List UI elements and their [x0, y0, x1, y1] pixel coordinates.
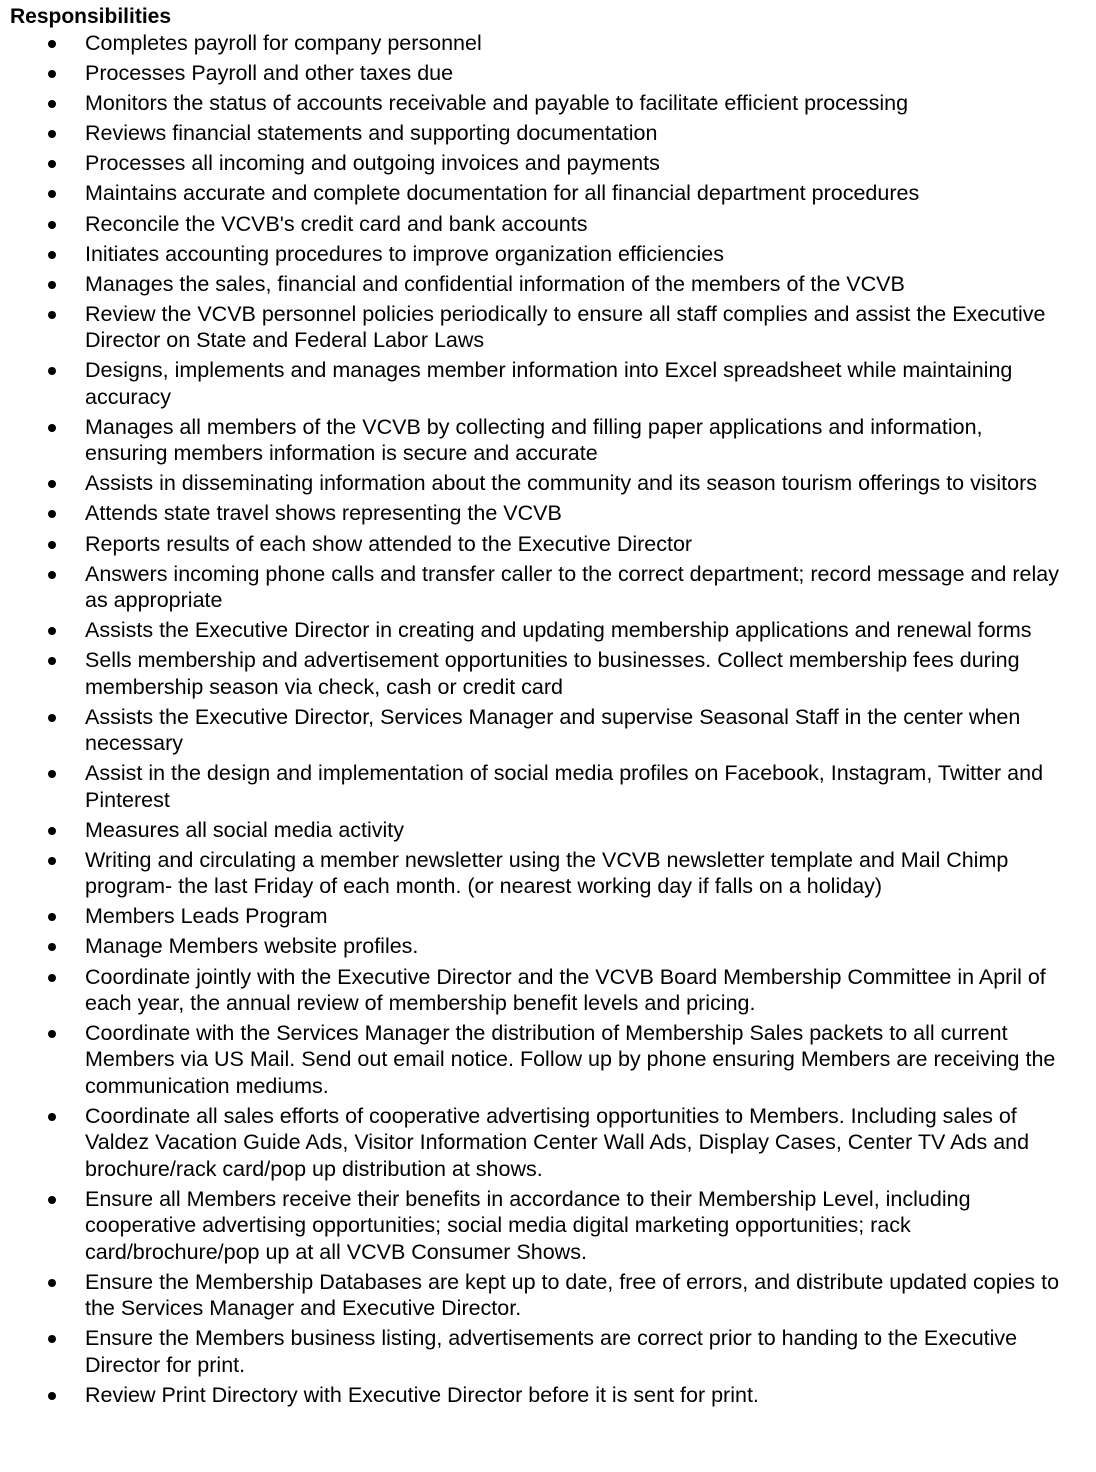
list-item: [10, 704, 1070, 757]
list-item: [10, 90, 1070, 116]
list-item: [10, 470, 1070, 496]
bullet-icon: [48, 251, 56, 259]
list-item: [10, 847, 1070, 900]
list-item-text: Manages the sales, financial and confidential information of the members of the VCVB: [85, 271, 905, 296]
bullet-icon: [48, 424, 56, 432]
list-item-text: Designs, implements and manages member information into Excel spreadsheet while maintaining accuracy: [85, 358, 1013, 409]
list-item-text: Coordinate jointly with the Executive Director and the VCVB Board Membership Committee in April of each year, the annual review of membership benefit levels and pricing.: [85, 964, 1046, 1015]
bullet-icon: [48, 1113, 56, 1121]
list-item-text: Reviews financial statements and supporting documentation: [85, 121, 658, 146]
list-item-text: Writing and circulating a member newsletter using the VCVB newsletter template and Mail Chimp program- the last Friday of each month. (or nearest working day if falls on a holiday): [85, 847, 1009, 899]
list-item-text: Ensure the Membership Databases are kept up to date, free of errors, and distribute updated copies to the Services Manager and Executive Director.: [85, 1269, 1060, 1321]
list-item: [10, 617, 1070, 643]
list-item: [10, 817, 1070, 843]
list-item: [10, 1269, 1070, 1322]
bullet-icon: [48, 541, 56, 549]
list-item-text: Reconcile the VCVB's credit card and bank accounts: [85, 211, 588, 236]
list-item-text: Completes payroll for company personnel: [85, 31, 482, 55]
list-item-text: Ensure the Members business listing, advertisements are correct prior to handing to the Executive Director for print.: [85, 1326, 1018, 1377]
list-item: [10, 30, 1070, 56]
list-item: [10, 180, 1070, 206]
bullet-icon: [48, 770, 56, 778]
list-item: [10, 964, 1070, 1017]
list-item-text: Processes all incoming and outgoing invoices and payments: [85, 151, 660, 176]
bullet-icon: [48, 1030, 56, 1038]
bullet-icon: [48, 40, 56, 48]
bullet-icon: [48, 1196, 56, 1204]
bullet-icon: [48, 100, 56, 108]
bullet-icon: [48, 160, 56, 168]
bullet-icon: [48, 480, 56, 488]
list-item-text: Monitors the status of accounts receivable and payable to facilitate efficient processing: [85, 91, 909, 116]
list-item-text: Ensure all Members receive their benefits in accordance to their Membership Level, including cooperative advertising opportunities; social media digital marketing opportunities; rack card/brochure/pop up at all VCVB Consumer Shows.: [85, 1186, 971, 1264]
bullet-icon: [48, 913, 56, 921]
list-item-text: Manages all members of the VCVB by collecting and filling paper applications and information, ensuring members information is secure and accurate: [85, 414, 983, 466]
bullet-icon: [48, 1335, 56, 1343]
list-item: [10, 150, 1070, 176]
list-item: [10, 1103, 1070, 1182]
list-item: [10, 1382, 1070, 1408]
section-heading: Responsibilities: [10, 5, 172, 28]
list-item: [10, 60, 1070, 86]
responsibilities-list: [10, 30, 1070, 1408]
bullet-icon: [48, 571, 56, 579]
bullet-icon: [48, 70, 56, 78]
list-item-text: Reports results of each show attended to the Executive Director: [85, 531, 693, 556]
list-item: [10, 211, 1070, 237]
list-item: [10, 561, 1070, 614]
list-item-text: Measures all social media activity: [85, 817, 405, 842]
list-item-text: Review Print Directory with Executive Director before it is sent for print.: [85, 1382, 759, 1407]
list-item-text: Coordinate with the Services Manager the distribution of Membership Sales packets to all current Members via US Mail. Send out email notice. Follow up by phone ensuring Members are receiving the communication mediums.: [85, 1021, 1056, 1098]
bullet-icon: [48, 190, 56, 198]
bullet-icon: [48, 827, 56, 835]
list-item: [10, 120, 1070, 146]
list-item: [10, 301, 1070, 354]
bullet-icon: [48, 1392, 56, 1400]
list-item-text: Maintains accurate and complete documentation for all financial department procedures: [85, 181, 920, 206]
bullet-icon: [48, 281, 56, 289]
list-item: [10, 933, 1070, 959]
list-item: [10, 1186, 1070, 1265]
bullet-icon: [48, 857, 56, 865]
list-item-text: Coordinate all sales efforts of cooperative advertising opportunities to Members. Including sales of Valdez Vacation Guide Ads, Visitor Information Center Wall Ads, Display Cases, Center TV Ads and brochure/rack card/pop up distribution at shows.: [85, 1103, 1030, 1181]
list-item: [10, 531, 1070, 557]
list-item-text: Review the VCVB personnel policies periodically to ensure all staff complies and assist the Executive Director on State and Federal Labor Laws: [85, 301, 1046, 353]
list-item: [10, 271, 1070, 297]
list-item-text: Initiates accounting procedures to improve organization efficiencies: [85, 241, 724, 266]
bullet-icon: [48, 367, 56, 375]
bullet-icon: [48, 943, 56, 951]
bullet-icon: [48, 714, 56, 722]
list-item: [10, 760, 1070, 813]
bullet-icon: [48, 510, 56, 518]
list-item-text: Processes Payroll and other taxes due: [85, 61, 454, 86]
list-item: [10, 647, 1070, 700]
list-item-text: Assists in disseminating information about the community and its season tourism offerings to visitors: [85, 471, 1038, 496]
list-item: [10, 903, 1070, 929]
list-item: [10, 500, 1070, 526]
bullet-icon: [48, 221, 56, 229]
list-item: [10, 1325, 1070, 1378]
list-item-text: Answers incoming phone calls and transfer caller to the correct department; record message and relay as appropriate: [85, 561, 1059, 613]
list-item-text: Assists the Executive Director in creating and updating membership applications and renewal forms: [85, 618, 1032, 643]
bullet-icon: [48, 627, 56, 635]
list-item: [10, 357, 1070, 410]
list-item: [10, 414, 1070, 467]
list-item-text: Members Leads Program: [85, 904, 328, 929]
bullet-icon: [48, 311, 56, 319]
bullet-icon: [48, 974, 56, 982]
list-item-text: Assist in the design and implementation of social media profiles on Facebook, Instagram, Twitter and Pinterest: [85, 761, 1044, 812]
list-item-text: Sells membership and advertisement opportunities to businesses. Collect membership fees during membership season via check, cash or credit card: [85, 648, 1020, 699]
list-item: [10, 241, 1070, 267]
bullet-icon: [48, 130, 56, 138]
list-item: [10, 1020, 1070, 1099]
bullet-icon: [48, 1279, 56, 1287]
list-item-text: Attends state travel shows representing the VCVB: [85, 501, 562, 526]
list-item-text: Assists the Executive Director, Services Manager and supervise Seasonal Staff in the center when necessary: [85, 704, 1021, 756]
list-item-text: Manage Members website profiles.: [85, 934, 419, 959]
bullet-icon: [48, 657, 56, 665]
